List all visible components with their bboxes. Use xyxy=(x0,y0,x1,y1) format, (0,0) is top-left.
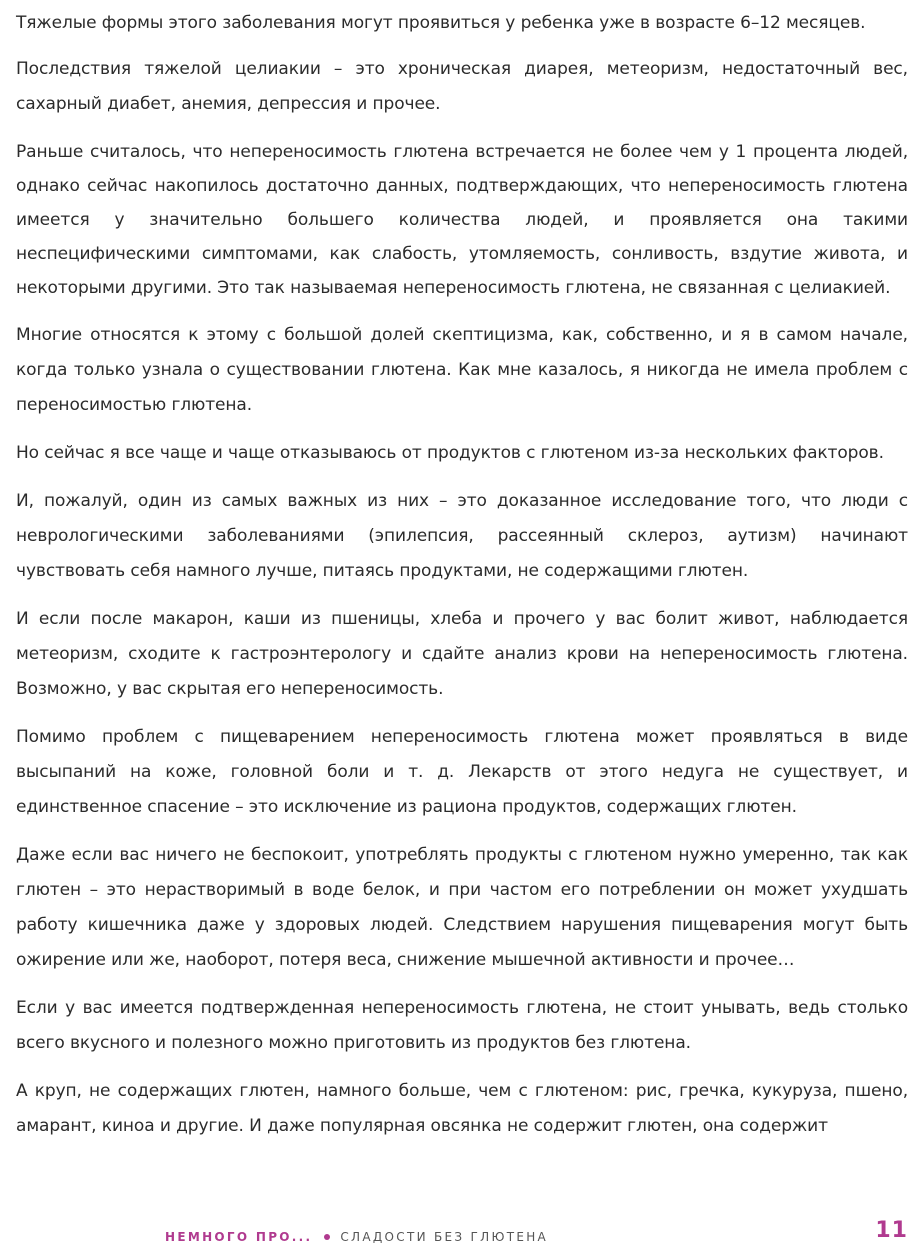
paragraph-5: Но сейчас я все чаще и чаще отказываюсь от продуктов с глютеном из-за нескольких факторов. xyxy=(16,443,884,463)
paragraph-4: Многие относятся к этому с большой долей скептицизма, как, собственно, и я в самом начале, когда только узнала о существовании глютена. Как мне казалось, я никогда не имела проблем с переносимостью глютена. xyxy=(16,325,908,415)
paragraph-7: И если после макарон, каши из пшеницы, хлеба и прочего у вас болит живот, наблюдается метеоризм, сходите к гастроэнтерологу и сдайте анализ крови на непереносимость глютена. Возможно, у вас скрытая его непереносимость. xyxy=(16,609,908,699)
paragraph-1: Тяжелые формы этого заболевания могут проявиться у ребенка уже в возрасте 6–12 месяцев. xyxy=(16,13,866,33)
paragraph-3: Раньше считалось, что непереносимость глютена встречается не более чем у 1 процента людей, однако сейчас накопилось достаточно данных, подтверждающих, что непереносимость глютена имеется у значительно большего количества людей, и проявляется она такими неспецифическими симптомами, как слабость, утомляемость, сонливость, вздутие живота, и некоторыми другими. Это так называемая непереносимость глютена, не связанная с целиакией. xyxy=(16,142,908,298)
running-footer xyxy=(165,1225,548,1249)
paragraph-10: Если у вас имеется подтвержденная непереносимость глютена, не стоит унывать, ведь столько всего вкусного и полезного можно приготовить из продуктов без глютена. xyxy=(16,998,908,1053)
bullet-separator-icon xyxy=(324,1234,330,1240)
page-number: 11 xyxy=(875,1218,908,1243)
footer-section-name: НЕМНОГО ПРО... xyxy=(165,1230,313,1244)
paragraph-2: Последствия тяжелой целиакии – это хроническая диарея, метеоризм, недостаточный вес, сахарный диабет, анемия, депрессия и прочее. xyxy=(16,59,908,114)
page-body xyxy=(16,6,908,1157)
paragraph-11: А круп, не содержащих глютен, намного больше, чем с глютеном: рис, гречка, кукуруза, пшено, амарант, киноа и другие. И даже популярная овсянка не содержит глютен, она содержит xyxy=(16,1081,908,1136)
paragraph-9: Даже если вас ничего не беспокоит, употреблять продукты с глютеном нужно умеренно, так как глютен – это нерастворимый в воде белок, и при частом его потреблении он может ухудшать работу кишечника даже у здоровых людей. Следствием нарушения пищеварения могут быть ожирение или же, наоборот, потеря веса, снижение мышечной активности и прочее… xyxy=(16,845,908,970)
footer-book-title: СЛАДОСТИ БЕЗ ГЛЮТЕНА xyxy=(340,1230,549,1244)
paragraph-6: И, пожалуй, один из самых важных из них – это доказанное исследование того, что люди с неврологическими заболеваниями (эпилепсия, рассеянный склероз, аутизм) начинают чувствовать себя намного лучше, питаясь продуктами, не содержащими глютен. xyxy=(16,491,908,581)
paragraph-8: Помимо проблем с пищеварением непереносимость глютена может проявляться в виде высыпаний на коже, головной боли и т. д. Лекарств от этого недуга не существует, и единственное спасение – это исключение из рациона продуктов, содержащих глютен. xyxy=(16,727,908,817)
